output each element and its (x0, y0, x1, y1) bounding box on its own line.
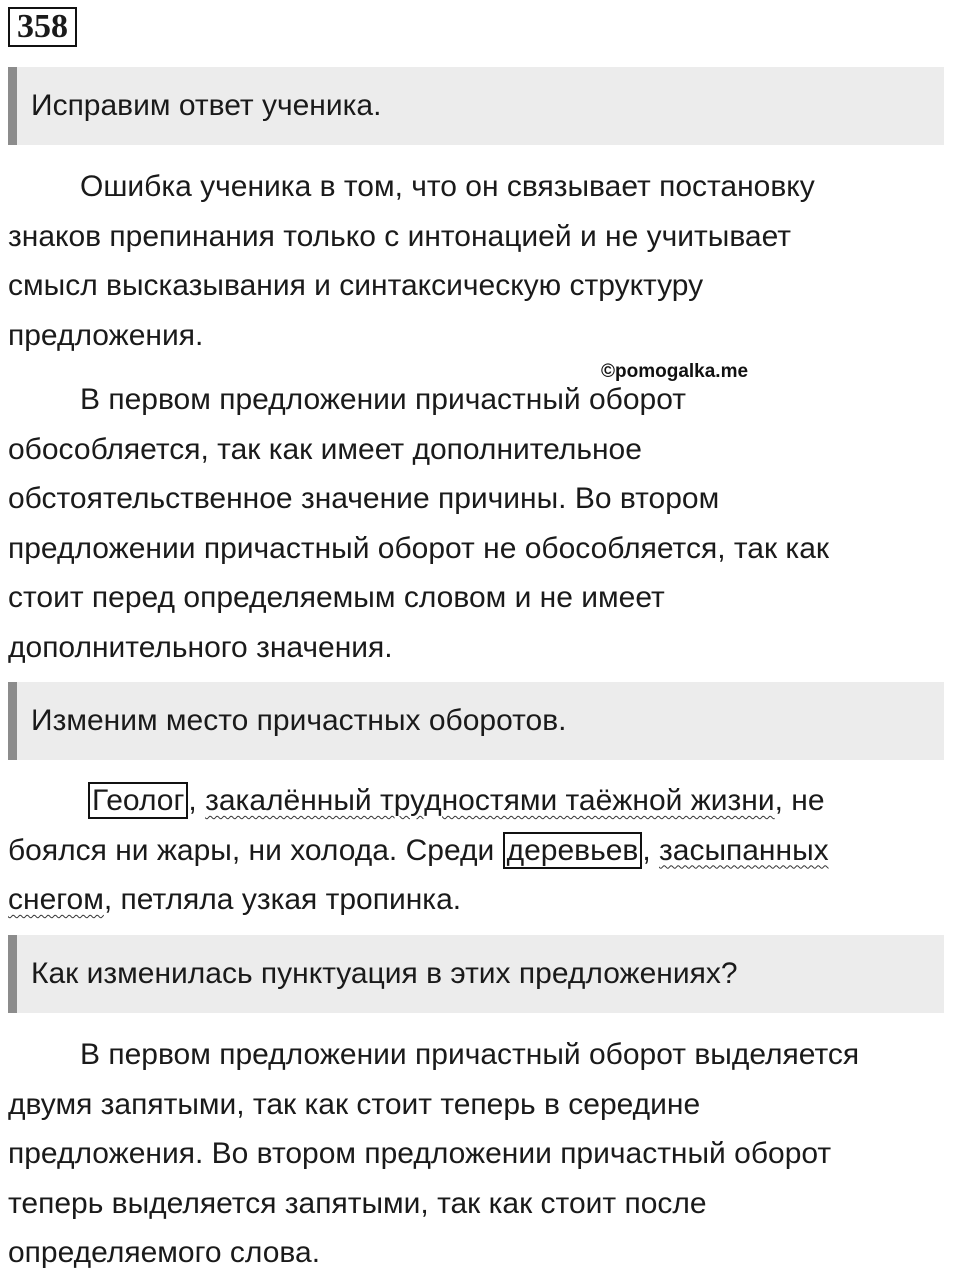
text-fragment: , не (774, 784, 825, 817)
paragraph-student-error (8, 162, 958, 360)
text-line: определяемого слова. (8, 1236, 321, 1269)
text-line: предложении причастный оборот не обособляется, так как (8, 531, 830, 565)
text-line: знаков препинания только с интонацией и не учитывает (8, 219, 792, 253)
paragraph-first-sentence-explanation (8, 375, 958, 672)
section-heading-change-position: Изменим место причастных оборотов. (8, 682, 944, 760)
defined-word-derevyev: деревьев (503, 832, 643, 869)
text-line: двумя запятыми, так как стоит теперь в середине (8, 1087, 701, 1121)
punctuation: , (188, 784, 206, 817)
text-line: теперь выделяется запятыми, так как стоит после (8, 1186, 707, 1220)
text-fragment: боялся ни жары, ни холода. Среди (8, 833, 503, 867)
text-line: обстоятельственное значение причины. Во втором (8, 482, 720, 515)
text-line: В первом предложении причастный оборот выделяется (80, 1038, 860, 1071)
text-line: В первом предложении причастный оборот (80, 383, 686, 416)
text-line: обособляется, так как имеет дополнительное (8, 432, 642, 466)
punctuation: , (642, 833, 659, 867)
text-line: предложения. (8, 318, 204, 352)
text-line: предложения. Во втором предложении причастный оборот (8, 1137, 832, 1170)
text-line: смысл высказывания и синтаксическую структуру (8, 269, 704, 302)
section-heading-punctuation-change: Как изменилась пунктуация в этих предложениях? (8, 935, 944, 1013)
text-line: Ошибка ученика в том, что он связывает постановку (80, 170, 815, 203)
text-line: стоит перед определяемым словом и не имеет (8, 581, 665, 614)
watermark: ©pomogalka.me (601, 361, 749, 382)
participial-phrase-2-part2: снегом (8, 883, 104, 916)
text-fragment: , петляла узкая тропинка. (103, 883, 462, 916)
participial-phrase-2-part1: засыпанных (659, 833, 829, 867)
example-sentences (8, 776, 958, 925)
text-line: дополнительного значения. (8, 630, 393, 664)
defined-word-geolog: Геолог (88, 782, 188, 819)
paragraph-punctuation-explanation (8, 1030, 958, 1278)
participial-phrase-1: закалённый трудностями таёжной жизни (205, 784, 775, 817)
task-number-badge: 358 (8, 7, 77, 47)
section-heading-correct-answer: Исправим ответ ученика. (8, 67, 944, 145)
